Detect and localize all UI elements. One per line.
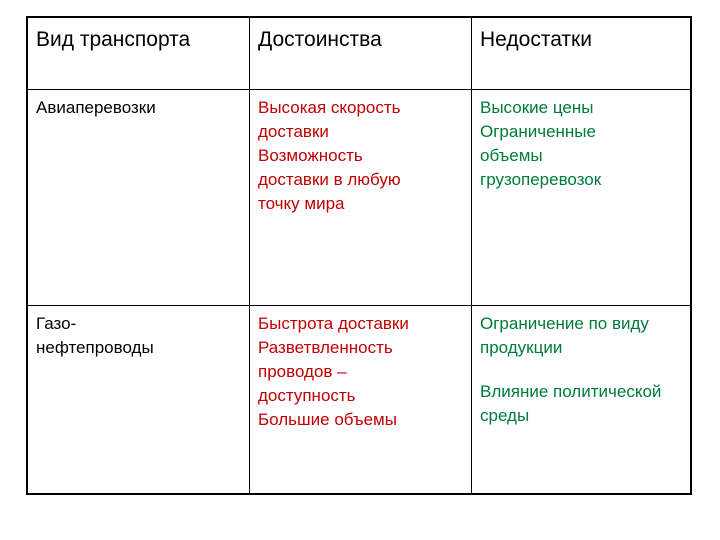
- header-disadvantages: [472, 18, 690, 90]
- disadvantage-item: Высокие цены: [480, 98, 594, 117]
- advantage-item: Возможность доставки в любую точку мира: [258, 146, 401, 213]
- row-air-type: [28, 90, 250, 306]
- transport-type-label: Авиаперевозки: [36, 98, 156, 117]
- advantage-item: Высокая скорость доставки: [258, 98, 401, 141]
- row-pipeline-type: [28, 306, 250, 493]
- transport-type-label: Газо-нефтепроводы: [36, 314, 154, 357]
- comparison-table: [26, 16, 692, 495]
- row-air-advantages: [250, 90, 472, 306]
- disadvantage-item: Ограниченные объемы грузоперевозок: [480, 122, 602, 189]
- header-transport-type: [28, 18, 250, 90]
- row-pipeline-advantages: [250, 306, 472, 493]
- header-transport-type-text: Вид транспорта: [36, 28, 191, 51]
- row-pipeline-disadvantages: [472, 306, 690, 493]
- disadvantage-item: Ограничение по виду продукции: [480, 314, 649, 357]
- disadvantage-item: Влияние политической среды: [480, 382, 662, 425]
- header-advantages-text: Достоинства: [258, 28, 382, 51]
- row-air-disadvantages: [472, 90, 690, 306]
- advantage-item: Большие объемы: [258, 410, 397, 429]
- header-advantages: [250, 18, 472, 90]
- header-disadvantages-text: Недостатки: [480, 28, 592, 51]
- advantage-item: Быстрота доставки: [258, 314, 409, 333]
- advantage-item: Разветвленность проводов – доступность: [258, 338, 393, 405]
